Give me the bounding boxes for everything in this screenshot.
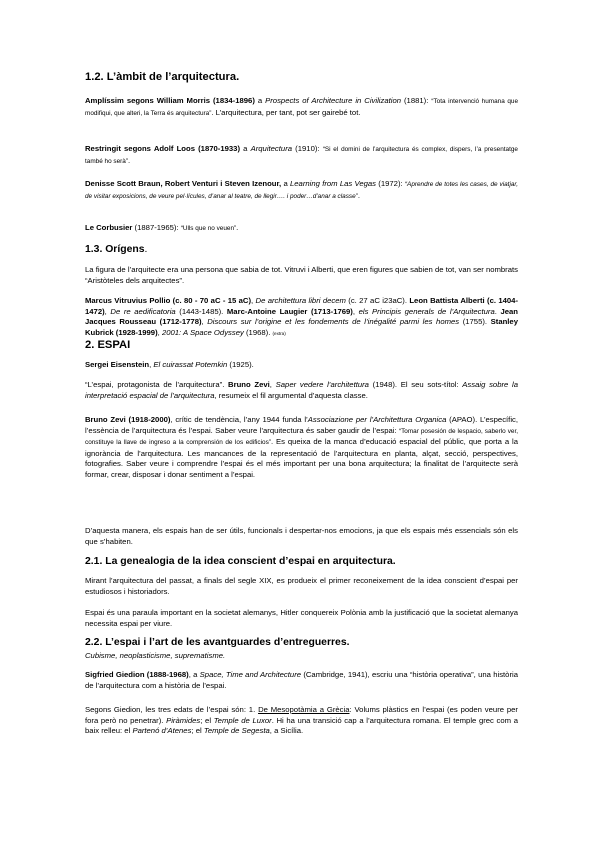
s13-paragraph-figura: La figura de l’arquitecte era una persona que sabia de tot. Vitruvi i Alberti, que eren figures que sabien de tot, van ser nombrats “Aristòteles dels arquitectes”. xyxy=(85,265,518,285)
section-2-1-heading: 2.1. La genealogia de la idea conscient d’espai en arquitectura. xyxy=(85,556,396,567)
s12-paragraph-corbusier: Le Corbusier (1887-1965): “Ulls que no veuen”. xyxy=(85,223,239,232)
section-2-heading: 2. ESPAI xyxy=(85,339,131,351)
s21-paragraph-espai: Espai és una paraula important en la societat alemanys, Hitler conquereix Polònia amb la justificació que la societat alemanya necessita espai per viure. xyxy=(85,608,518,628)
s21-paragraph-mirant: Mirant l’arquitectura del passat, a finals del segle XIX, es produeix el primer reconeixement de la idea conscient d’espai per estudiosos i historiadors. xyxy=(85,576,518,596)
s22-paragraph-edats: Segons Giedion, les tres edats de l’espai són: 1. De Mesopotàmia a Grècia: Volums plàstics en l’espai (es poden veure per fora però no penetrar). Piràmides; el Temple de Luxor. Hi ha una transició cap a l’arquitectura romana. El temple grec com a baix relleu: el Partenó d’Atenes; el Temple de Segesta, a Sicília. xyxy=(85,705,518,736)
s2-paragraph-zevi-bio: Bruno Zevi (1918-2000), crític de tendència, l’any 1944 funda l’Associazione per l’Architettura Organica (APAO). L’específic, l’essència de l’arquitectura és l’espai. Saber veure l’arquitectura és saber gaudir de l’espai: “Tomar posesión de lespacio, saberlo ver, constituye la llave de ingreso a la comprensión de los edificios”. Es queixa de la manca d’educació espacial del públic, que porta a la ignorància de l’arquitectura. Les mancances de la representació de l’arquitectura en planta, alçat, secció, perspectives, fotografies. Saber veure i comprendre l’espai és el més important per una bona arquitectura; la finalitat de l’arquitecte serà formar, crear, disposar i donar sentiment a l’espai. xyxy=(85,415,519,479)
s22-subtitle: Cubisme, neoplasticisme, suprematisme. xyxy=(85,651,226,660)
s12-paragraph-morris: Amplíssim segons William Morris (1834-1896) a Prospects of Architecture in Civilization (1881): “Tota intervenció humana que modifiqui, que alteri, la Terra és arquitectura”. L’arquitectura, per tant, pot ser gairebé tot. xyxy=(85,96,519,117)
s12-paragraph-loos: Restringit segons Adolf Loos (1870-1933) a Arquitectura (1910): “Si el domini de l’arquitectura és complex, dispers, l’a presentatge també ho serà”. xyxy=(85,144,518,165)
s2-paragraph-eisenstein: Sergei Eisenstein, El cuirassat Potemkin (1925). xyxy=(85,360,254,369)
section-2-2-heading: 2.2. L’espai i l’art de les avantguardes d’entreguerres. xyxy=(85,637,350,648)
s2-paragraph-zevi-quote: “L’espai, protagonista de l’arquitectura”. Bruno Zevi, Saper vedere l’architettura (1948). El seu sots-títol: Assaig sobre la interpretació espacial de l’arquitectura, resumeix el fil argumental d’aquesta classe. xyxy=(85,380,519,400)
s2-paragraph-espais: D’aquesta manera, els espais han de ser útils, funcionals i despertar-nos emocions, ja que els espais més essencials són els que s’habiten. xyxy=(85,526,518,546)
s13-paragraph-authors: Marcus Vitruvius Pollio (c. 80 - 70 aC - 15 aC), De architettura libri decem (c. 27 aC i23aC). Leon Battista Alberti (c. 1404-1472), De re aedificatoria (1443-1485). Marc-Antoine Laugier (1713-1769), els Principis generals de l’Arquitectura. Jean Jacques Rousseau (1712-1778), Discours sur l’origine et les fondements de l’inégalité parmi les homes (1755). Stanley Kubrick (1928-1999), 2001: A Space Odyssey (1968). (extra) xyxy=(85,296,519,337)
section-1-3-heading: 1.3. Orígens. xyxy=(85,244,148,255)
s12-paragraph-venturi: Denisse Scott Braun, Robert Venturi i Steven Izenour, a Learning from Las Vegas (1972): “Aprendre de totes les cases, de viatjar, de visitar exposicions, de veure pel·lícules, d’anar al teatre, de llegir…. i poder…d’anar a classe”. xyxy=(85,179,518,200)
section-1-2-heading: 1.2. L’àmbit de l’arquitectura. xyxy=(85,71,240,83)
s22-paragraph-giedion: Sigfried Giedion (1888-1968), a Space, Time and Architecture (Cambridge, 1941), escriu una “història operativa”, una història de l’arquitectura com a història de l’espai. xyxy=(85,670,518,690)
